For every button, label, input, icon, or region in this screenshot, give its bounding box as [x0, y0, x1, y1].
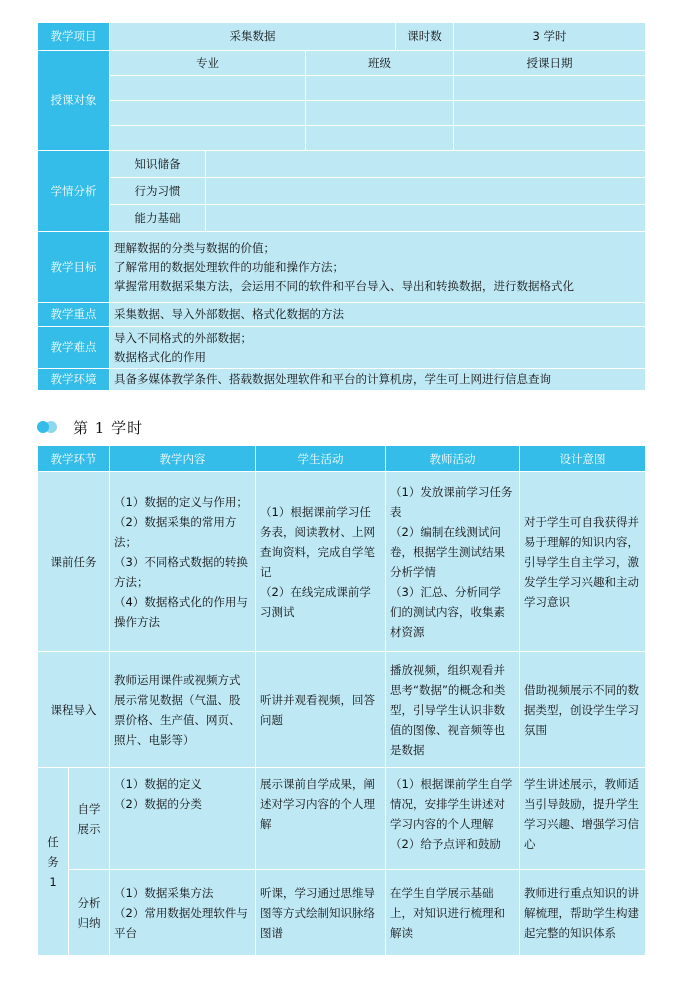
- student-cell: （1）根据课前学习任务表，阅读教材、上网查询资料，完成自学笔记 （2）在线完成课前学习测试: [256, 472, 386, 652]
- blank-cell: [454, 126, 646, 151]
- blank-cell: [454, 76, 646, 101]
- teacher-cell: （1）发放课前学习任务表 （2）编制在线测试问卷，根据学生测试结果分析学情 （3）汇总、分析同学 们的测试内容，收集素材资源: [386, 472, 520, 652]
- header-content: 教学内容: [110, 446, 256, 472]
- difficulties-label: 教学难点: [38, 327, 110, 369]
- table-row: [38, 652, 646, 768]
- intent-cell: 借助视频展示不同的数据类型，创设学生学习氛围: [520, 652, 646, 768]
- blank-cell: [306, 101, 454, 126]
- content-cell: （1）数据采集方法 （2）常用数据处理软件与平台: [110, 870, 256, 956]
- audience-label: 授课对象: [38, 51, 110, 151]
- blank-cell: [110, 126, 306, 151]
- blank-cell: [306, 76, 454, 101]
- blank-cell: [110, 101, 306, 126]
- lesson-plan-table: [37, 445, 646, 956]
- section-title: 第 1 学时: [73, 418, 144, 437]
- audience-col-major: 专业: [110, 51, 306, 76]
- blank-cell: [206, 205, 646, 232]
- content-cell: 教师运用课件或视频方式展示常见数据（气温、股票价格、生产值、网页、照片、电影等）: [110, 652, 256, 768]
- goals-text: [110, 232, 646, 303]
- teacher-cell: （1）根据课前学生自学情况，安排学生讲述对学习内容的个人理解 （2）给予点评和鼓励: [386, 768, 520, 870]
- goals-label: 教学目标: [38, 232, 110, 303]
- header-intent: 设计意图: [520, 446, 646, 472]
- student-cell: 展示课前自学成果，阐述对学习内容的个人理解: [256, 768, 386, 870]
- table-row: [38, 768, 646, 870]
- table-row: [38, 472, 646, 652]
- student-cell: 听讲并观看视频，回答问题: [256, 652, 386, 768]
- analysis-behavior: 行为习惯: [110, 178, 206, 205]
- subtask-name: 分析 归纳: [69, 870, 110, 956]
- blank-cell: [306, 126, 454, 151]
- intent-cell: 对于学生可自我获得并易于理解的知识内容，引导学生自主学习，激发学生学习兴趣和主动学习意识: [520, 472, 646, 652]
- project-value: 采集数据: [110, 23, 396, 51]
- course-info-table: [37, 22, 646, 391]
- environment-text: 具备多媒体教学条件、搭载数据处理软件和平台的计算机房，学生可上网进行信息查询: [110, 369, 646, 391]
- header-stage: 教学环节: [38, 446, 110, 472]
- goal-line: 了解常用的数据处理软件的功能和操作方法；: [114, 259, 344, 274]
- header-student: 学生活动: [256, 446, 386, 472]
- audience-col-date: 授课日期: [454, 51, 646, 76]
- content-cell: （1）数据的定义与作用； （2）数据采集的常用方法； （3）不同格式数据的转换方法； （4）数据格式化的作用与操作方法: [110, 472, 256, 652]
- goal-line: 掌握常用数据采集方法，会运用不同的软件和平台导入、导出和转换数据，进行数据格式化: [114, 278, 574, 293]
- difficulty-line: 数据格式化的作用: [114, 349, 206, 364]
- subtask-name: 自学 展示: [69, 768, 110, 870]
- blank-cell: [110, 76, 306, 101]
- teacher-cell: 播放视频，组织观看并思考“数据”的概念和类型，引导学生认识非数值的图像、视音频等也是数据: [386, 652, 520, 768]
- bullet-icon: [37, 421, 59, 433]
- goal-line: 理解数据的分类与数据的价值；: [114, 240, 275, 255]
- hours-value: 3 学时: [454, 23, 646, 51]
- environment-label: 教学环境: [38, 369, 110, 391]
- stage-cell: 课前任务: [38, 472, 110, 652]
- keypoints-text: 采集数据、导入外部数据、格式化数据的方法: [110, 303, 646, 327]
- blank-cell: [206, 151, 646, 178]
- table-row: [38, 870, 646, 956]
- task-label: 任 务 1: [38, 768, 69, 956]
- header-teacher: 教师活动: [386, 446, 520, 472]
- intent-cell: 学生讲述展示，教师适当引导鼓励，提升学生学习兴趣、增强学习信心: [520, 768, 646, 870]
- blank-cell: [206, 178, 646, 205]
- hours-label: 课时数: [396, 23, 454, 51]
- project-label: 教学项目: [38, 23, 110, 51]
- audience-col-class: 班级: [306, 51, 454, 76]
- analysis-knowledge: 知识储备: [110, 151, 206, 178]
- content-cell: （1）数据的定义 （2）数据的分类: [110, 768, 256, 870]
- stage-cell: 课程导入: [38, 652, 110, 768]
- intent-cell: 教师进行重点知识的讲解梳理，帮助学生构建起完整的知识体系: [520, 870, 646, 956]
- section-heading: [37, 416, 143, 438]
- student-cell: 听课，学习通过思维导图等方式绘制知识脉络图谱: [256, 870, 386, 956]
- blank-cell: [454, 101, 646, 126]
- analysis-ability: 能力基础: [110, 205, 206, 232]
- difficulty-line: 导入不同格式的外部数据；: [114, 330, 252, 345]
- analysis-label: 学情分析: [38, 151, 110, 232]
- difficulties-text: [110, 327, 646, 369]
- keypoints-label: 教学重点: [38, 303, 110, 327]
- teacher-cell: 在学生自学展示基础上，对知识进行梳理和解读: [386, 870, 520, 956]
